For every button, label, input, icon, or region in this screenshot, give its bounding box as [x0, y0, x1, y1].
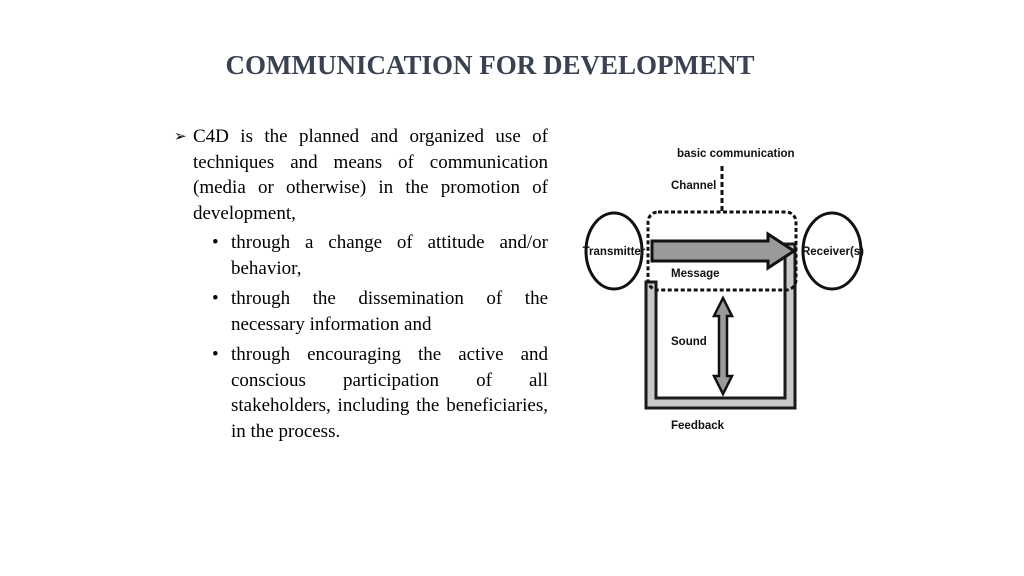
bullet-dot-icon: • [212, 288, 219, 309]
sound-label: Sound [671, 336, 707, 348]
slide-title: COMMUNICATION FOR DEVELOPMENT [225, 50, 755, 80]
message-arrow [652, 234, 794, 268]
receiver-label: Receiver(s) [801, 246, 865, 258]
bullet-list [174, 230, 548, 444]
content-body [174, 124, 548, 449]
message-label: Message [671, 268, 720, 280]
list-item [212, 286, 548, 337]
feedback-label: Feedback [671, 420, 725, 432]
arrow-bullet-icon: ➢ [174, 127, 187, 145]
basic-communication-label: basic communication [677, 148, 795, 160]
list-item [212, 230, 548, 281]
bullet-dot-icon: • [212, 232, 219, 253]
lead-text: C4D is the planned and organized use of techniques and means of communication (media or otherwise) in the promotion of development, [193, 126, 548, 224]
list-item-text: through encouraging the active and conscious participation of all stakeholders, including the beneficiaries, in the process. [231, 344, 548, 442]
list-item-text: through the dissemination of the necessary information and [231, 288, 548, 335]
list-item-text: through a change of attitude and/or behavior, [231, 232, 548, 279]
bullet-dot-icon: • [212, 344, 219, 365]
sound-arrow [714, 298, 732, 394]
communication-diagram [582, 140, 868, 440]
list-item [212, 342, 548, 444]
channel-label: Channel [671, 180, 717, 192]
transmitter-label: Transmitter [582, 246, 646, 258]
lead-paragraph [174, 124, 548, 226]
